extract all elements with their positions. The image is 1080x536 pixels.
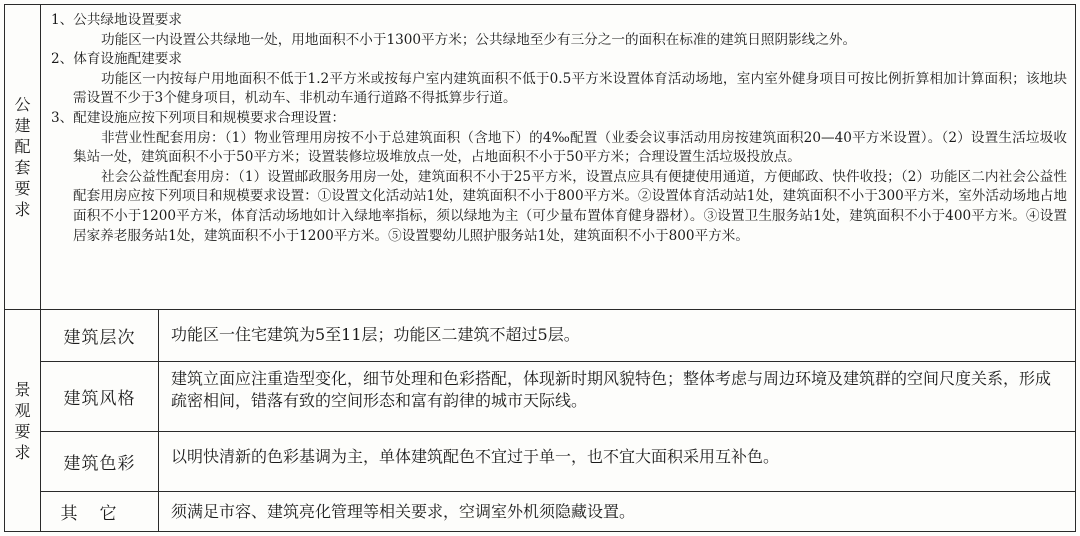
public-facilities-heading-cell	[5, 5, 41, 310]
section-heading-green-space: 1、公共绿地设置要求	[51, 12, 182, 28]
landscape-row-layers	[5, 310, 1076, 362]
public-facilities-row	[5, 5, 1076, 310]
landscape-row-color	[5, 432, 1076, 492]
content-other: 须满足市容、建筑亮化管理等相关要求，空调室外机须隐藏设置。	[159, 492, 1076, 532]
landscape-row-style	[5, 362, 1076, 432]
paragraph-non-commercial: 非营业性配套用房：（1）物业管理用房按不小于总建筑面积（含地下）的4‰配置（业委会议事活动用房按建筑面积20—40平方米设置）。（2）设置生活垃圾收集站一处，建筑面积不小于50平方米；设置装修垃圾堆放点一处，占地面积不小于50平方米；合理设置生活垃圾投放点。	[73, 129, 1067, 166]
label-building-layers: 建筑层次	[41, 310, 159, 362]
requirements-table	[4, 4, 1076, 532]
section-heading-sports: 2、体育设施配建要求	[51, 51, 182, 68]
landscape-heading: 景观要求	[14, 379, 31, 462]
section-heading-facilities: 3、配建设施应按下列项目和规模要求合理设置：	[51, 109, 346, 126]
label-building-color: 建筑色彩	[41, 432, 159, 492]
paragraph-public-welfare: 社会公益性配套用房：（1）设置邮政服务用房一处，建筑面积不小于25平方米，设置点应具有便捷使用通道，方便邮政、快件收投；（2）功能区二内社会公益性配套用房应按下列项目和规模要求设置：①设置文化活动站1处，建筑面积不小于800平方米。②设置体育活动站1处，建筑面积不小于300平方米，室外活动场地占地面积不小于1200平方米，体育活动场地如计入绿地率指标，须以绿地为主（可少量布置体育健身器材）。③设置卫生服务站1处，建筑面积不小于400平方米。④设置居家养老服务站1处，建筑面积不小于1200平方米。⑤设置婴幼儿照护服务站1处，建筑面积不小于800平方米。	[73, 168, 1067, 244]
landscape-row-other	[5, 492, 1076, 532]
label-building-style: 建筑风格	[41, 362, 159, 432]
public-facilities-heading: 公建配套要求	[14, 95, 31, 219]
content-building-color: 以明快清新的色彩基调为主，单体建筑配色不宜过于单一，也不宜大面积采用互补色。	[159, 432, 1076, 492]
paragraph-sports: 功能区一内按每户用地面积不低于1.2平方米或按每户室内建筑面积不低于0.5平方米设置体育活动场地，室内室外健身项目可按比例折算相加计算面积；该地块需设置不少于3个健身项目，机动车、非机动车通行道路不得抵算步行道。	[73, 70, 1067, 107]
public-facilities-content	[41, 5, 1076, 310]
content-building-layers: 功能区一住宅建筑为5至11层；功能区二建筑不超过5层。	[159, 310, 1076, 362]
paragraph-green-space: 功能区一内设置公共绿地一处，用地面积不小于1300平方米；公共绿地至少有三分之一的面积在标准的建筑日照阴影线之外。	[101, 31, 857, 48]
content-building-style: 建筑立面应注重造型变化，细节处理和色彩搭配，体现新时期风貌特色；整体考虑与周边环境及建筑群的空间尺度关系，形成疏密相间，错落有致的空间形态和富有韵律的城市天际线。	[159, 362, 1076, 432]
landscape-heading-cell	[5, 310, 41, 532]
label-other: 其它	[41, 492, 159, 532]
